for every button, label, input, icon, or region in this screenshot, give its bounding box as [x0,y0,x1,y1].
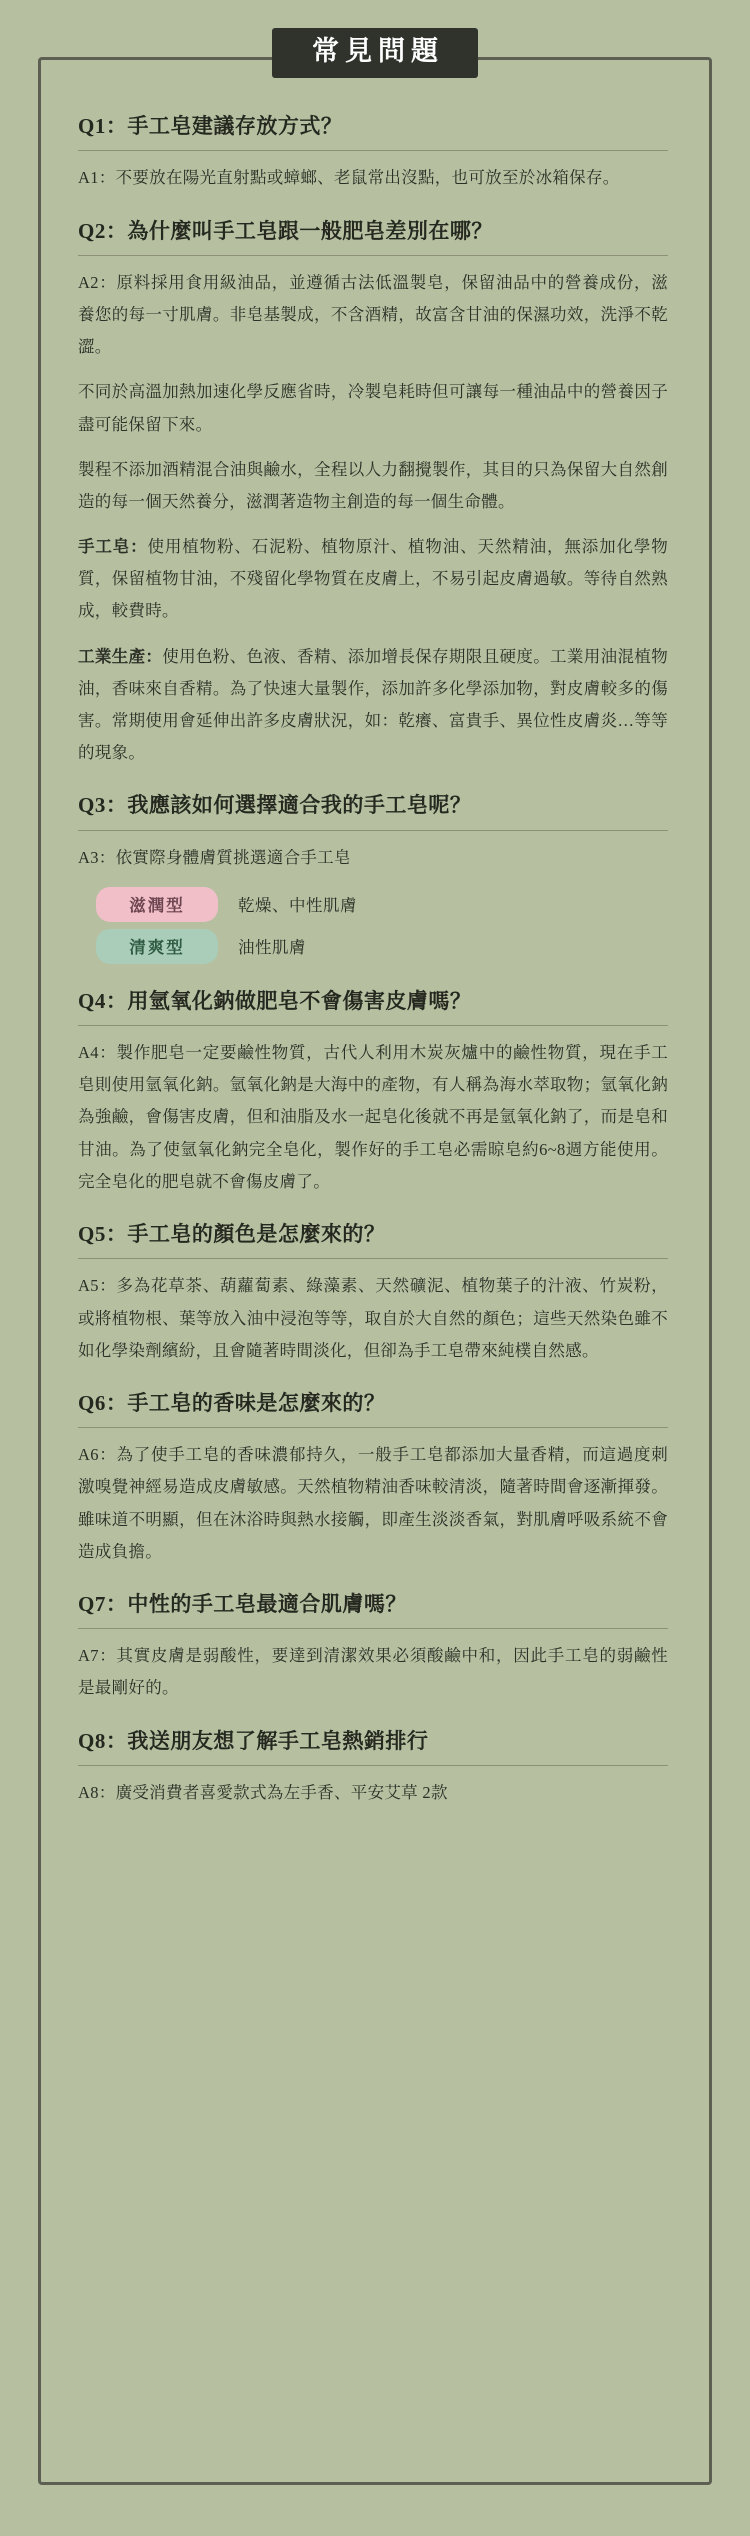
faq-answer-2-p5: 工業生產：使用色粉、色液、香精、添加增長保存期限且硬度。工業用油混植物油，香味來自香精。為了快速大量製作，添加許多化學添加物，對皮膚較多的傷害。常期使用會延伸出許多皮膚狀況，如：乾癢、富貴手、異位性皮膚炎…等等的現象。 [78,646,669,763]
divider [78,830,668,831]
badge-fresh-type: 清爽型 [96,929,218,964]
faq-question-5: Q5：手工皂的顏色是怎麼來的？ [78,1221,386,1246]
badge-fresh-description: 油性肌膚 [238,938,306,958]
faq-question-1: Q1：手工皂建議存放方式？ [78,114,343,138]
faq-item-8 [78,1718,668,1810]
faq-item-1 [78,103,668,195]
faq-answer-2-p4: 手工皂：使用植物粉、石泥粉、植物原汁、植物油、天然精油，無添加化學物質，保留植物甘油，不殘留化學物質在皮膚上，不易引起皮膚過敏。等待自然熟成，較費時。 [78,537,669,621]
faq-question-7: Q7：中性的手工皂最適合肌膚嗎？ [78,1591,407,1616]
divider [78,1025,668,1026]
faq-answer-8: A8：廣受消費者喜愛款式為左手香、平安艾草 2款 [78,1782,448,1802]
skin-type-row-fresh [96,929,668,964]
divider [78,1427,668,1428]
faq-item-4 [78,978,668,1198]
faq-list [78,103,668,1822]
faq-answer-6: A6：為了使手工皂的香味濃郁持久，一般手工皂都添加大量香精，而這過度刺激嗅覺神經易造成皮膚敏感。天然植物精油香味較清淡，隨著時間會逐漸揮發。雖味道不明顯，但在沐浴時與熱水接觸，即產生淡淡香氣，對肌膚呼吸系統不會造成負擔。 [78,1445,668,1561]
faq-item-3 [78,782,668,972]
faq-answer-3: A3：依實際身體膚質挑選適合手工皂 [78,847,351,867]
faq-answer-4: A4：製作肥皂一定要鹼性物質，古代人利用木炭灰爐中的鹼性物質，現在手工皂則使用氫氧化鈉。氫氧化鈉是大海中的產物，有人稱為海水萃取物；氫氧化鈉為強鹼，會傷害皮膚，但和油脂及水一起皂化後就不再是氫氧化鈉了，而是皂和甘油。為了使氫氧化鈉完全皂化，製作好的手工皂必需晾皂約6~8週方能使用。完全皂化的肥皂就不會傷皮膚了。 [78,1043,668,1191]
faq-question-3: Q3：我應該如何選擇適合我的手工皂呢？ [78,793,472,818]
divider [78,1258,668,1259]
skin-type-row-moist [96,887,668,922]
faq-item-2 [78,208,668,770]
divider [78,1765,668,1766]
faq-answer-7: A7：其實皮膚是弱酸性，要達到清潔效果必須酸鹼中和，因此手工皂的弱鹼性是最剛好的。 [78,1646,668,1698]
faq-answer-2-p3: 製程不添加酒精混合油與鹼水，全程以人力翻攪製作，其目的只為保留大自然創造的每一個天然養分，滋潤著造物主創造的每一個生命體。 [78,459,668,511]
divider [78,255,668,256]
faq-question-8: Q8：我送朋友想了解手工皂熱銷排行 [78,1728,429,1753]
faq-answer-5: A5：多為花草茶、葫蘿蔔素、綠藻素、天然礦泥、植物葉子的汁液、竹炭粉，或將植物根、葉等放入油中浸泡等等，取自於大自然的顏色；這些天然染色雖不如化學染劑繽紛，且會隨著時間淡化，但卻為手工皂帶來純樸自然感。 [78,1276,668,1360]
page-title-container [0,28,750,78]
faq-answer-2-p2: 不同於高溫加熱加速化學反應省時，冷製皂耗時但可讓每一種油品中的營養因子盡可能保留下來。 [78,382,668,434]
faq-item-6 [78,1380,668,1568]
faq-item-5 [78,1211,668,1367]
faq-question-6: Q6：手工皂的香味是怎麼來的？ [78,1390,386,1415]
page-title: 常見問題 [272,28,478,78]
faq-question-4: Q4：用氫氧化鈉做肥皂不會傷害皮膚嗎？ [78,988,472,1013]
divider [78,150,668,151]
faq-answer-2-p1: A2：原料採用食用級油品，並遵循古法低溫製皂，保留油品中的營養成份，滋養您的每一寸肌膚。非皂基製成，不含酒精，故富含甘油的保濕功效，洗淨不乾澀。 [78,272,668,357]
badge-moist-description: 乾燥、中性肌膚 [238,896,357,916]
badge-moist-type: 滋潤型 [96,887,218,922]
faq-item-7 [78,1581,668,1705]
divider [78,1628,668,1629]
faq-question-2: Q2：為什麼叫手工皂跟一般肥皂差別在哪？ [78,218,493,243]
faq-answer-1: A1：不要放在陽光直射點或蟑螂、老鼠常出沒點，也可放至於冰箱保存。 [78,168,620,188]
